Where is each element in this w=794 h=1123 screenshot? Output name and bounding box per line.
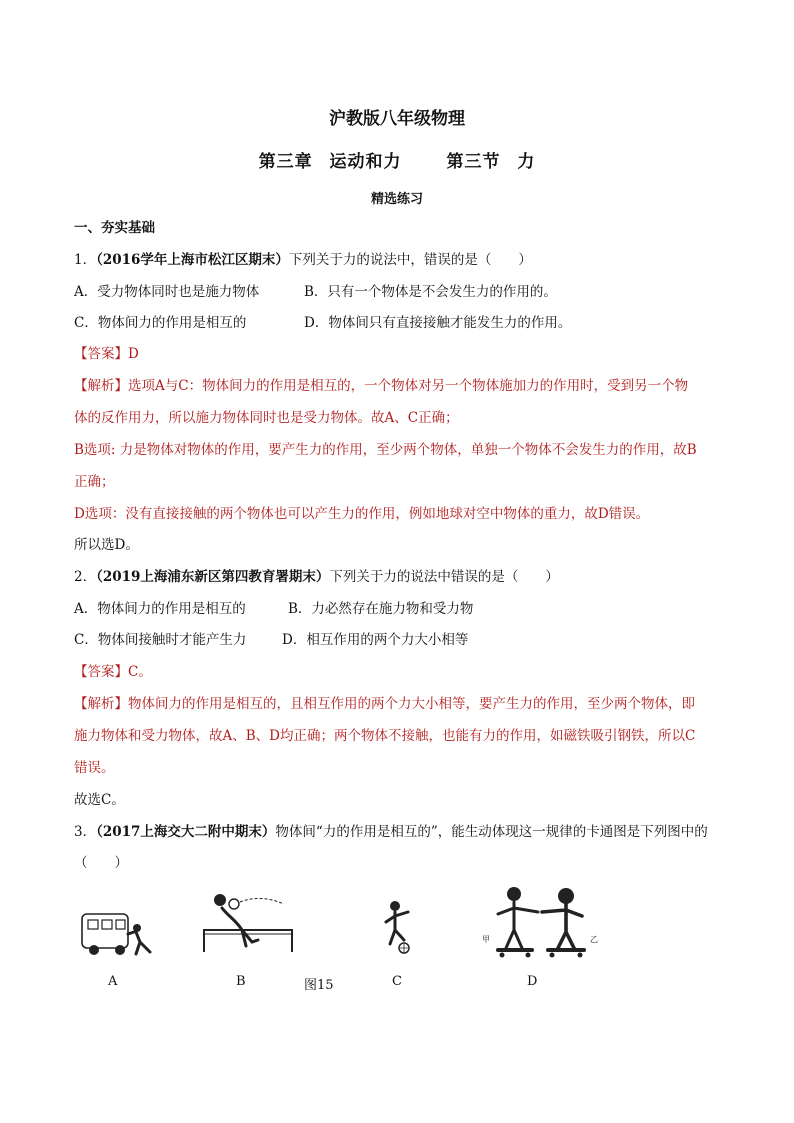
chapter-number: 第三章 <box>258 152 313 172</box>
figure-caption: 图15 <box>304 978 334 993</box>
q2-conclusion: 故选C。 <box>74 792 125 808</box>
figure-d-mark-jia: 甲 <box>482 935 490 944</box>
q1-option-a: A．受力物体同时也是施力物体 <box>74 284 260 300</box>
q3-number: 3． <box>74 824 97 840</box>
figure-c-kicking-boy-illustration <box>382 898 417 958</box>
q2-answer <box>74 662 152 682</box>
q1-analysis-line: 【解析】选项A与C：物体间力的作用是相互的，一个物体对另一个物体施加力的作用时，受到另一个物 <box>74 378 689 394</box>
section-name: 力 <box>517 152 536 172</box>
q1-analysis-tag: 【解析】 <box>74 378 128 394</box>
document-subtitle: 精选练习 <box>370 192 423 207</box>
q2-source: （2019上海浦东新区第四教育署期末） <box>96 569 330 585</box>
q1-answer-tag: 【答案】 <box>74 346 128 362</box>
section-number: 第三节 <box>446 152 501 172</box>
q3-stem-bracket: （ ） <box>74 855 128 871</box>
figure-label-d: D <box>527 974 538 989</box>
q2-stem <box>74 567 559 587</box>
q1-option-c: C．物体间力的作用是相互的 <box>74 315 247 331</box>
q1-number: 1． <box>74 252 97 268</box>
q2-option-d: D．相互作用的两个力大小相等 <box>282 632 469 648</box>
q1-analysis-line: B选项: 力是物体对物体的作用，要产生力的作用，至少两个物体，单独一个物体不会发生力的作用，故B <box>74 442 697 458</box>
q1-conclusion: 所以选D。 <box>74 537 139 553</box>
q2-option-c: C．物体间接触时才能产生力 <box>74 632 247 648</box>
figure-d-skateboard-push-illustration <box>478 884 608 960</box>
q1-stem <box>74 250 532 270</box>
q2-number: 2． <box>74 569 97 585</box>
q1-answer <box>74 344 139 364</box>
q2-option-b: B．力必然存在施力物和受力物 <box>288 601 474 617</box>
figure-label-a: A <box>108 974 118 989</box>
q1-analysis-line: 体的反作用力，所以施力物体同时也是受力物体。故A、C正确； <box>74 410 459 426</box>
chapter-heading <box>0 147 794 172</box>
figure-a-bus-push-illustration <box>80 908 160 958</box>
q2-analysis-line: 施力物体和受力物体，故A、B、D均正确；两个物体不接触，也能有力的作用，如磁铁吸引钢铁，所以C <box>74 728 696 744</box>
document-title: 沪教版八年级物理 <box>329 109 465 129</box>
q2-answer-value: C。 <box>128 664 152 680</box>
figure-label-b: B <box>236 974 246 989</box>
q3-source: （2017上海交大二附中期末） <box>96 824 276 840</box>
q3-stem <box>74 822 708 842</box>
q2-analysis-line: 错误。 <box>74 760 115 776</box>
q1-analysis-line: 正确； <box>74 474 115 490</box>
q2-option-a: A．物体间力的作用是相互的 <box>74 601 246 617</box>
q1-source: （2016学年上海市松江区期末） <box>96 252 289 268</box>
q1-answer-value: D <box>128 346 139 362</box>
q3-text: 物体间“力的作用是相互的”，能生动体现这一规律的卡通图是下列图中的 <box>275 824 708 840</box>
section-heading: 一、夯实基础 <box>74 220 155 236</box>
figure-d-mark-yi: 乙 <box>590 935 598 944</box>
q1-analysis-line: D选项：没有直接接触的两个物体也可以产生力的作用，例如地球对空中物体的重力，故D错误。 <box>74 506 650 522</box>
q1-text: 下列关于力的说法中，错误的是（ ） <box>288 252 532 268</box>
q1-option-b: B．只有一个物体是不会发生力的作用的。 <box>304 284 557 300</box>
figure-label-c: C <box>392 974 402 989</box>
q2-analysis-tag: 【解析】 <box>74 696 128 712</box>
figure-b-goalkeeper-illustration <box>200 890 295 955</box>
q2-analysis-line: 【解析】物体间力的作用是相互的，且相互作用的两个力大小相等，要产生力的作用，至少两个物体，即 <box>74 696 695 712</box>
q1-option-d: D．物体间只有直接接触才能发生力的作用。 <box>304 315 572 331</box>
chapter-name: 运动和力 <box>329 152 402 172</box>
q2-text: 下列关于力的说法中错误的是（ ） <box>329 569 559 585</box>
q2-answer-tag: 【答案】 <box>74 664 128 680</box>
